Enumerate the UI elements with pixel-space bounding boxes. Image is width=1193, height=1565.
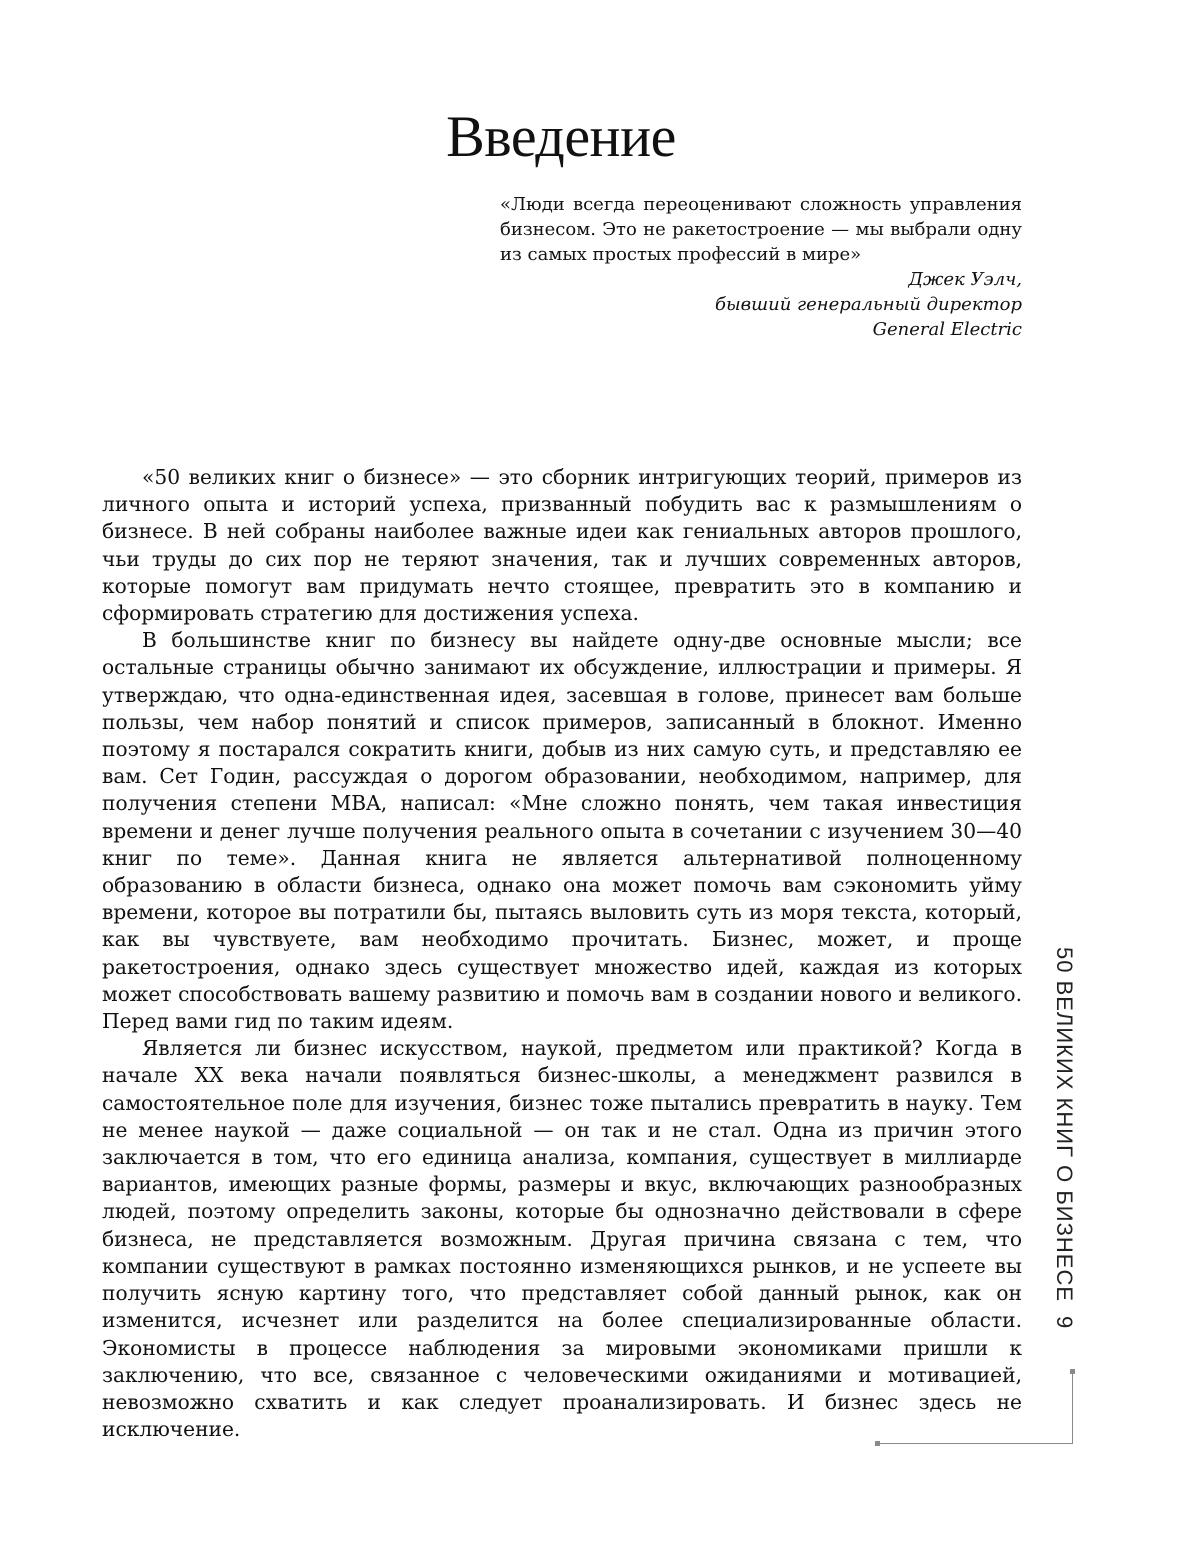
corner-vertical-line <box>1072 1372 1073 1444</box>
paragraph: В большинстве книг по бизнесу вы найдете одну-две основные мысли; все остальные страницы обычно занимают их обсуждение, иллюстрации и примеры. Я утверждаю, что одна-единственная идея, засевшая в голове, принесет вам больше пользы, чем набор понятий и список примеров, записанный в блокнот. Именно поэтому я постарался сократить книги, добыв из них самую суть, и представляю ее вам. Сет Годин, рассуждая о дорогом образовании, необходимом, например, для получения степени MBA, написал: «Мне сложно понять, чем такая инвестиция времени и денег лучше получения реального опыта в сочетании с изучением 30—40 книг по теме». Данная книга не является альтернативой полноценному образованию в области бизнеса, однако она может помочь вам сэкономить уйму времени, которое вы потратили бы, пытаясь выловить суть из моря текста, который, как вы чувствуете, вам необходимо прочитать. Бизнес, может, и проще ракетостроения, однако здесь существует множество идей, каждая из которых может способствовать вашему развитию и помочь вам в создании нового и великого. Перед вами гид по таким идеям. <box>102 628 1022 1034</box>
corner-horizontal-line <box>877 1443 1073 1444</box>
epigraph-author-company: General Electric <box>872 319 1022 340</box>
corner-dot-left <box>875 1441 880 1446</box>
corner-dot-top <box>1070 1369 1075 1374</box>
epigraph-author: Джек Уэлч, <box>908 269 1022 290</box>
epigraph-author-role: бывший генеральный директор <box>714 294 1022 315</box>
body-text <box>102 464 1022 1443</box>
epigraph-quote: «Люди всегда переоценивают сложность управления бизнесом. Это не ракетостроение — мы выбрали одну из самых простых профессий в мире» <box>500 194 1022 265</box>
paragraph: «50 великих книг о бизнесе» — это сборник интригующих теорий, примеров из личного опыта и историй успеха, призванный побудить вас к размышлениям о бизнесе. В ней собраны наиболее важные идеи как гениальных авторов прошлого, чьи труды до сих пор не теряют значения, так и лучших современных авторов, которые помогут вам придумать нечто стоящее, превратить это в компанию и сформировать стратегию для достижения успеха. <box>102 465 1022 626</box>
epigraph <box>500 192 1022 342</box>
running-head: 50 ВЕЛИКИХ КНИГ О БИЗНЕСЕ <box>1052 947 1077 1303</box>
paragraph: Является ли бизнес искусством, наукой, предметом или практикой? Когда в начале XX века начали появляться бизнес-школы, а менеджмент развился в самостоятельное поле для изучения, бизнес тоже пытались превратить в науку. Тем не менее наукой — даже социальной — он так и не стал. Одна из причин этого заключается в том, что его единица анализа, компания, существует в миллиарде вариантов, имеющих разные формы, размеры и вкус, включающих разнообразных людей, поэтому определить законы, которые бы однозначно действовали в сфере бизнеса, не представляется возможным. Другая причина связана с тем, что компании существуют в рамках постоянно изменяющихся рынков, и не успеете вы получить ясную картину того, что представляет собой данный рынок, как он изменится, исчезнет или разделится на более специализированные области. Экономисты в процессе наблюдения за мировыми экономиками пришли к заключению, что все, связанное с человеческими ожиданиями и мотивацией, невозможно схватить и как следует проанализировать. И бизнес здесь не исключение. <box>102 1036 1022 1442</box>
page-number: 9 <box>1052 1316 1077 1329</box>
page-title: Введение <box>446 104 676 169</box>
